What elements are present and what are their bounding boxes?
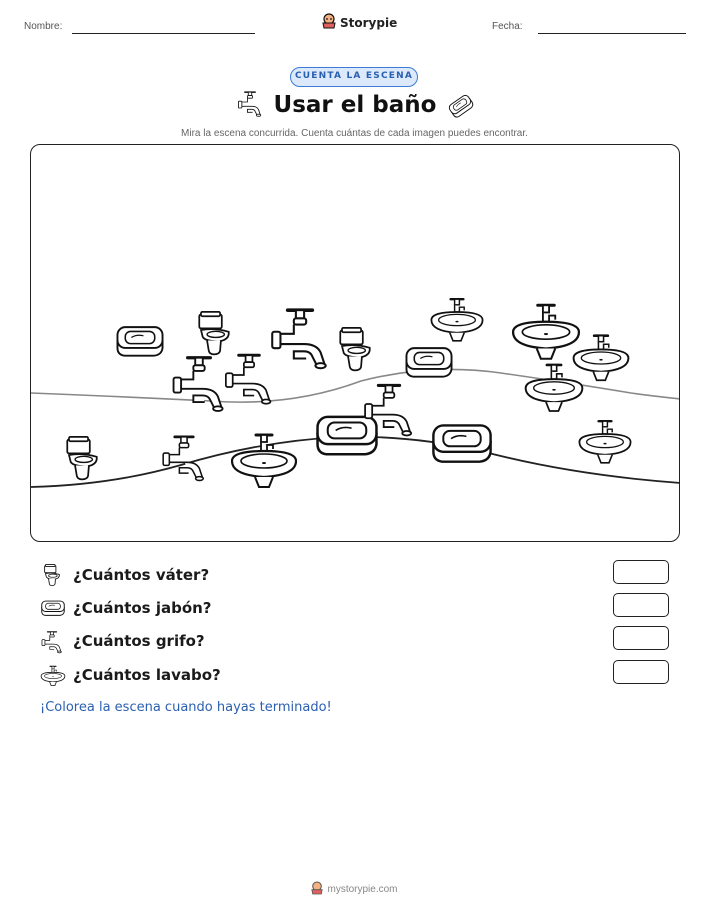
soap-icon: [40, 597, 66, 623]
scene-soap: [433, 425, 490, 461]
scene-faucet: [174, 358, 223, 411]
scene-faucet: [163, 437, 203, 481]
toilet-icon: [40, 564, 66, 590]
scene-soap: [406, 348, 451, 377]
answer-box-soap[interactable]: [613, 593, 669, 617]
name-field[interactable]: [72, 33, 255, 34]
scene-sink: [579, 421, 630, 463]
question-row-soap: [40, 597, 670, 623]
footer: [0, 880, 709, 899]
question-row-faucet: [40, 630, 670, 656]
coloring-instruction: ¡Colorea la escena cuando hayas terminado!: [40, 700, 332, 715]
brand-name: Storypie: [340, 16, 398, 30]
scene-faucet: [226, 355, 271, 403]
answer-box-sink[interactable]: [613, 660, 669, 684]
scene-soap: [117, 327, 162, 356]
sink-icon: [40, 664, 66, 690]
page-title: Usar el baño: [273, 92, 437, 118]
date-field[interactable]: [538, 33, 686, 34]
question-row-toilet: [40, 564, 670, 590]
scene-faucet: [272, 310, 325, 368]
name-label: Nombre:: [24, 21, 63, 32]
answer-box-toilet[interactable]: [613, 560, 669, 584]
question-text: ¿Cuántos jabón?: [73, 599, 212, 617]
worksheet-type-badge: CUENTA LA ESCENA: [290, 67, 418, 87]
scene-sink: [431, 299, 482, 341]
question-text: ¿Cuántos grifo?: [73, 632, 205, 650]
instructions: Mira la escena concurrida. Cuenta cuántas de cada imagen puedes encontrar.: [181, 128, 528, 139]
question-text: ¿Cuántos váter?: [73, 566, 210, 584]
storypie-logo-icon: [322, 13, 336, 33]
scene-sink: [526, 365, 583, 411]
scene-soap: [318, 417, 377, 454]
date-label: Fecha:: [492, 21, 523, 32]
scene-toilet: [340, 328, 370, 370]
scene-toilet: [67, 437, 97, 479]
storypie-logo-icon: [311, 880, 323, 899]
faucet-icon: [40, 630, 66, 656]
footer-site[interactable]: mystorypie.com: [327, 884, 398, 895]
brand-logo: [322, 13, 397, 33]
question-text: ¿Cuántos lavabo?: [73, 666, 221, 684]
scene-toilet: [199, 312, 229, 354]
answer-box-faucet[interactable]: [613, 626, 669, 650]
scene-panel: [30, 144, 680, 542]
scene-sink: [574, 336, 629, 381]
scene-sink: [513, 305, 579, 358]
question-row-sink: [40, 664, 670, 690]
